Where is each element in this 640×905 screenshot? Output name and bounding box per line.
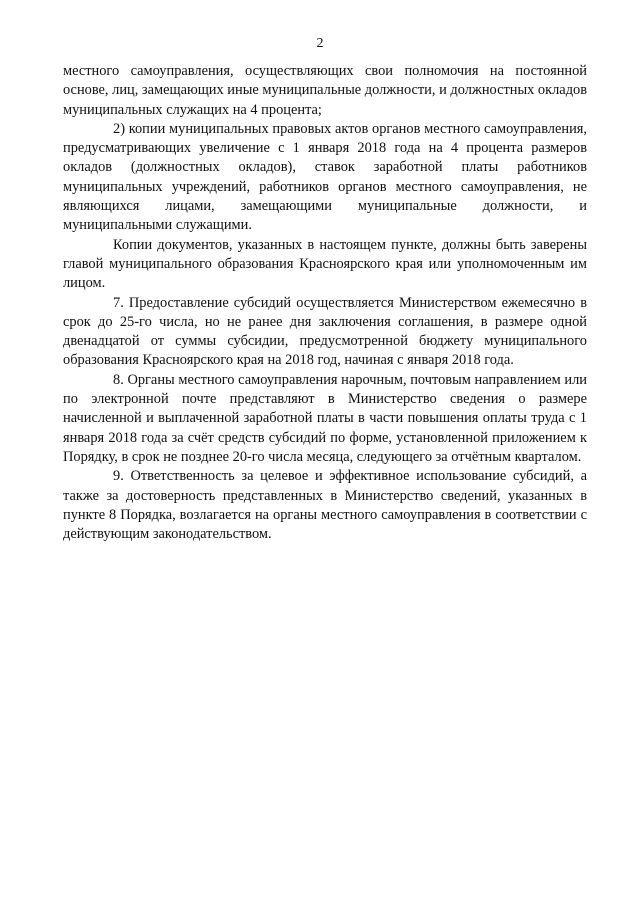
paragraph-item-7: 7. Предоставление субсидий осуществляется Министерством ежемесячно в срок до 25-го числа, но не ранее дня заключения соглашения, в размере одной двенадцатой от суммы субсидии, предусмотренной бюджету муниципального образования Красноярского края на 2018 год, начиная с января 2018 года. [63,294,587,369]
document-body [63,62,587,544]
page-number: 2 [316,36,324,51]
paragraph-item-9: 9. Ответственность за целевое и эффективное использование субсидий, а также за достоверность представленных в Министерство сведений, указанных в пункте 8 Порядка, возлагается на органы местного самоуправления в соответствии с действующим законодательством. [63,468,587,543]
paragraph-item-8: 8. Органы местного самоуправления нарочным, почтовым направлением или по электронной почте представляют в Министерство сведения о размере начисленной и выплаченной заработной платы в части повышения оплаты труда с 1 января 2018 года за счёт средств субсидий по форме, установленной приложением к Порядку, в срок не позднее 20-го числа месяца, следующего за отчётным кварталом. [63,371,587,465]
paragraph-continuation: местного самоуправления, осуществляющих свои полномочия на постоянной основе, лиц, замещающих иные муниципальные должности, и должностных окладов муниципальных служащих на 4 процента; [63,63,587,118]
paragraph-copies-note: Копии документов, указанных в настоящем пункте, должны быть заверены главой муниципального образования Красноярского края или уполномоченным им лицом. [63,236,587,292]
paragraph-item-2: 2) копии муниципальных правовых актов органов местного самоуправления, предусматривающих увеличение с 1 января 2018 года на 4 процента размеров окладов (должностных окладов), ставок заработной платы работников муниципальных учреждений, работников органов местного самоуправления, не являющихся лицами, замещающими муниципальные должности, и муниципальными служащими. [63,120,587,234]
